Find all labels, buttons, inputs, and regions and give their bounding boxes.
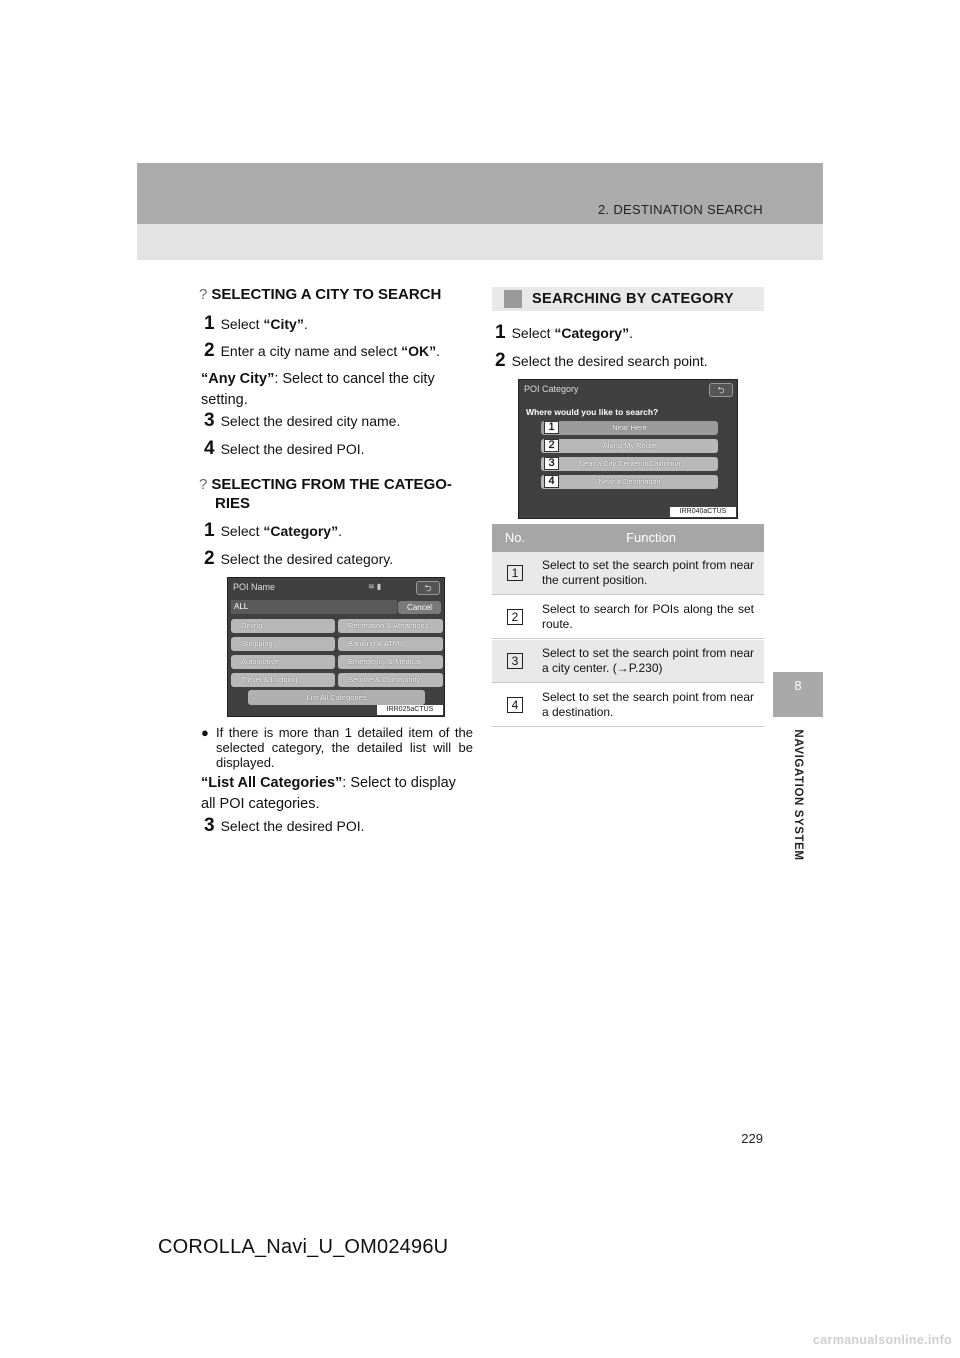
table-row — [492, 684, 764, 727]
back-icon: ⮌ — [416, 581, 440, 595]
row-number-badge: 1 — [544, 421, 559, 434]
row-label: Along My Route — [602, 441, 657, 450]
categories-section-heading — [199, 476, 452, 493]
table-row — [492, 552, 764, 595]
screen-question: Where would you like to search? — [526, 407, 659, 417]
row-function: Select to set the search point from near the current position. — [542, 558, 754, 587]
step-text: . — [303, 316, 308, 332]
row-function: Select to search for POIs along the set route. — [542, 602, 754, 631]
row-label: Near Here — [612, 423, 647, 432]
step-number: 1 — [204, 520, 215, 541]
city-section-heading — [199, 286, 441, 303]
near-destination-row — [541, 475, 718, 489]
step-number: 2 — [204, 340, 215, 361]
table-row — [492, 640, 764, 683]
step-key: “Category” — [554, 325, 630, 341]
any-city-text: : Select to cancel the city setting. — [201, 371, 435, 408]
page-number: 229 — [741, 1131, 763, 1146]
step-text: Select — [511, 325, 555, 341]
city-step-2 — [204, 340, 440, 362]
city-step-1 — [204, 313, 308, 335]
category-note — [201, 725, 473, 770]
heading-text: SEARCHING BY CATEGORY — [532, 291, 734, 307]
step-text: Select — [220, 523, 264, 539]
list-all-categories-button: List All Categories — [248, 690, 425, 705]
image-code: IRR040aCTUS — [670, 507, 736, 517]
step-number: 1 — [495, 322, 506, 343]
step-text: Select the desired POI. — [220, 441, 365, 457]
automotive-button: Automotive — [231, 655, 335, 669]
any-city-key: “Any City” — [201, 371, 275, 387]
row-function: Select to set the search point from near a destination. — [542, 690, 754, 719]
row-function: Select to set the search point from near a city center. (→P.230) — [542, 646, 754, 675]
step-text: Select — [220, 316, 264, 332]
document-footer: COROLLA_Navi_U_OM02496U — [158, 1236, 449, 1258]
step-text: . — [436, 343, 441, 359]
poi-name-screen-image — [227, 577, 445, 717]
heading-marker: ? — [199, 476, 208, 493]
step-text: Enter a city name and select — [220, 343, 402, 359]
table-row — [492, 596, 764, 639]
shopping-button: Shopping — [231, 637, 335, 651]
bullet-text: If there is more than 1 detailed item of the selected category, the detailed list will be displayed. — [216, 725, 473, 770]
all-filter-bar: ALL — [231, 600, 397, 614]
row-number-badge: 4 — [544, 475, 559, 488]
poi-category-screen-image — [518, 379, 738, 519]
step-number: 4 — [204, 438, 215, 459]
city-step-4 — [204, 438, 365, 460]
column-header-function: Function — [626, 530, 676, 545]
categories-step-3 — [204, 815, 365, 837]
header-subbar — [137, 224, 823, 260]
section-title: 2. DESTINATION SEARCH — [598, 202, 763, 217]
category-step-2 — [495, 350, 708, 372]
step-text: . — [338, 523, 342, 539]
row-number-badge: 3 — [544, 457, 559, 470]
step-number: 3 — [204, 410, 215, 431]
step-key: “Category” — [263, 523, 339, 539]
searching-by-category-heading — [492, 287, 764, 311]
category-step-1 — [495, 322, 633, 344]
heading-marker-box — [504, 290, 522, 308]
heading-text: SELECTING FROM THE CATEGO- — [211, 476, 452, 493]
back-icon: ⮌ — [709, 383, 733, 397]
cancel-button: Cancel — [398, 601, 441, 614]
service-button: Service & Community — [338, 673, 443, 687]
step-text: Select the desired category. — [220, 551, 394, 567]
banking-button: Banking & ATMs — [338, 637, 443, 651]
step-text: Select the desired POI. — [220, 818, 365, 834]
dining-button: Dining — [231, 619, 335, 633]
function-table-header — [492, 524, 764, 552]
step-number: 3 — [204, 815, 215, 836]
heading-marker: ? — [199, 286, 208, 303]
categories-section-heading-cont: RIES — [215, 495, 251, 512]
row-label: Near a Destination — [598, 477, 661, 486]
step-number: 1 — [204, 313, 215, 334]
image-code: IRR025aCTUS — [377, 705, 443, 715]
bullet-icon: ● — [201, 725, 209, 740]
chapter-number-tab: 8 — [773, 672, 823, 717]
along-route-row — [541, 439, 718, 453]
city-step-3 — [204, 410, 400, 432]
row-label: Near a City Center inCalifornia — [578, 459, 681, 468]
step-key: “City” — [263, 316, 304, 332]
row-number-badge: 2 — [544, 439, 559, 452]
categories-step-2 — [204, 548, 393, 570]
travel-button: Travel & Lodging — [231, 673, 335, 687]
step-number: 2 — [495, 350, 506, 371]
heading-text: SELECTING A CITY TO SEARCH — [211, 286, 442, 303]
row-number: 3 — [507, 653, 523, 669]
step-text: Select the desired city name. — [220, 413, 401, 429]
row-number: 4 — [507, 697, 523, 713]
city-center-row — [541, 457, 718, 471]
chapter-label: NAVIGATION SYSTEM — [792, 729, 804, 861]
watermark: carmanualsonline.info — [813, 1333, 952, 1347]
near-here-row — [541, 421, 718, 435]
status-icon: ≋ ▮ — [368, 582, 382, 591]
step-text: . — [629, 325, 633, 341]
row-number: 2 — [507, 609, 523, 625]
step-key: “OK” — [401, 343, 437, 359]
column-header-no: No. — [504, 530, 526, 545]
step-number: 2 — [204, 548, 215, 569]
list-all-description — [201, 773, 473, 815]
step-text: Select the desired search point. — [511, 353, 708, 369]
list-all-text: : Select to display all POI categories. — [201, 775, 456, 812]
screen-title: POI Category — [524, 384, 579, 394]
screen-title: POI Name — [233, 582, 276, 592]
categories-step-1 — [204, 520, 342, 542]
chapter-label-tab — [773, 717, 823, 877]
row-number: 1 — [507, 565, 523, 581]
recreation-button: Recreation & Attractions — [338, 619, 443, 633]
emergency-button: Emergency & Medical — [338, 655, 443, 669]
list-all-key: “List All Categories” — [201, 775, 343, 791]
any-city-description — [201, 369, 473, 411]
